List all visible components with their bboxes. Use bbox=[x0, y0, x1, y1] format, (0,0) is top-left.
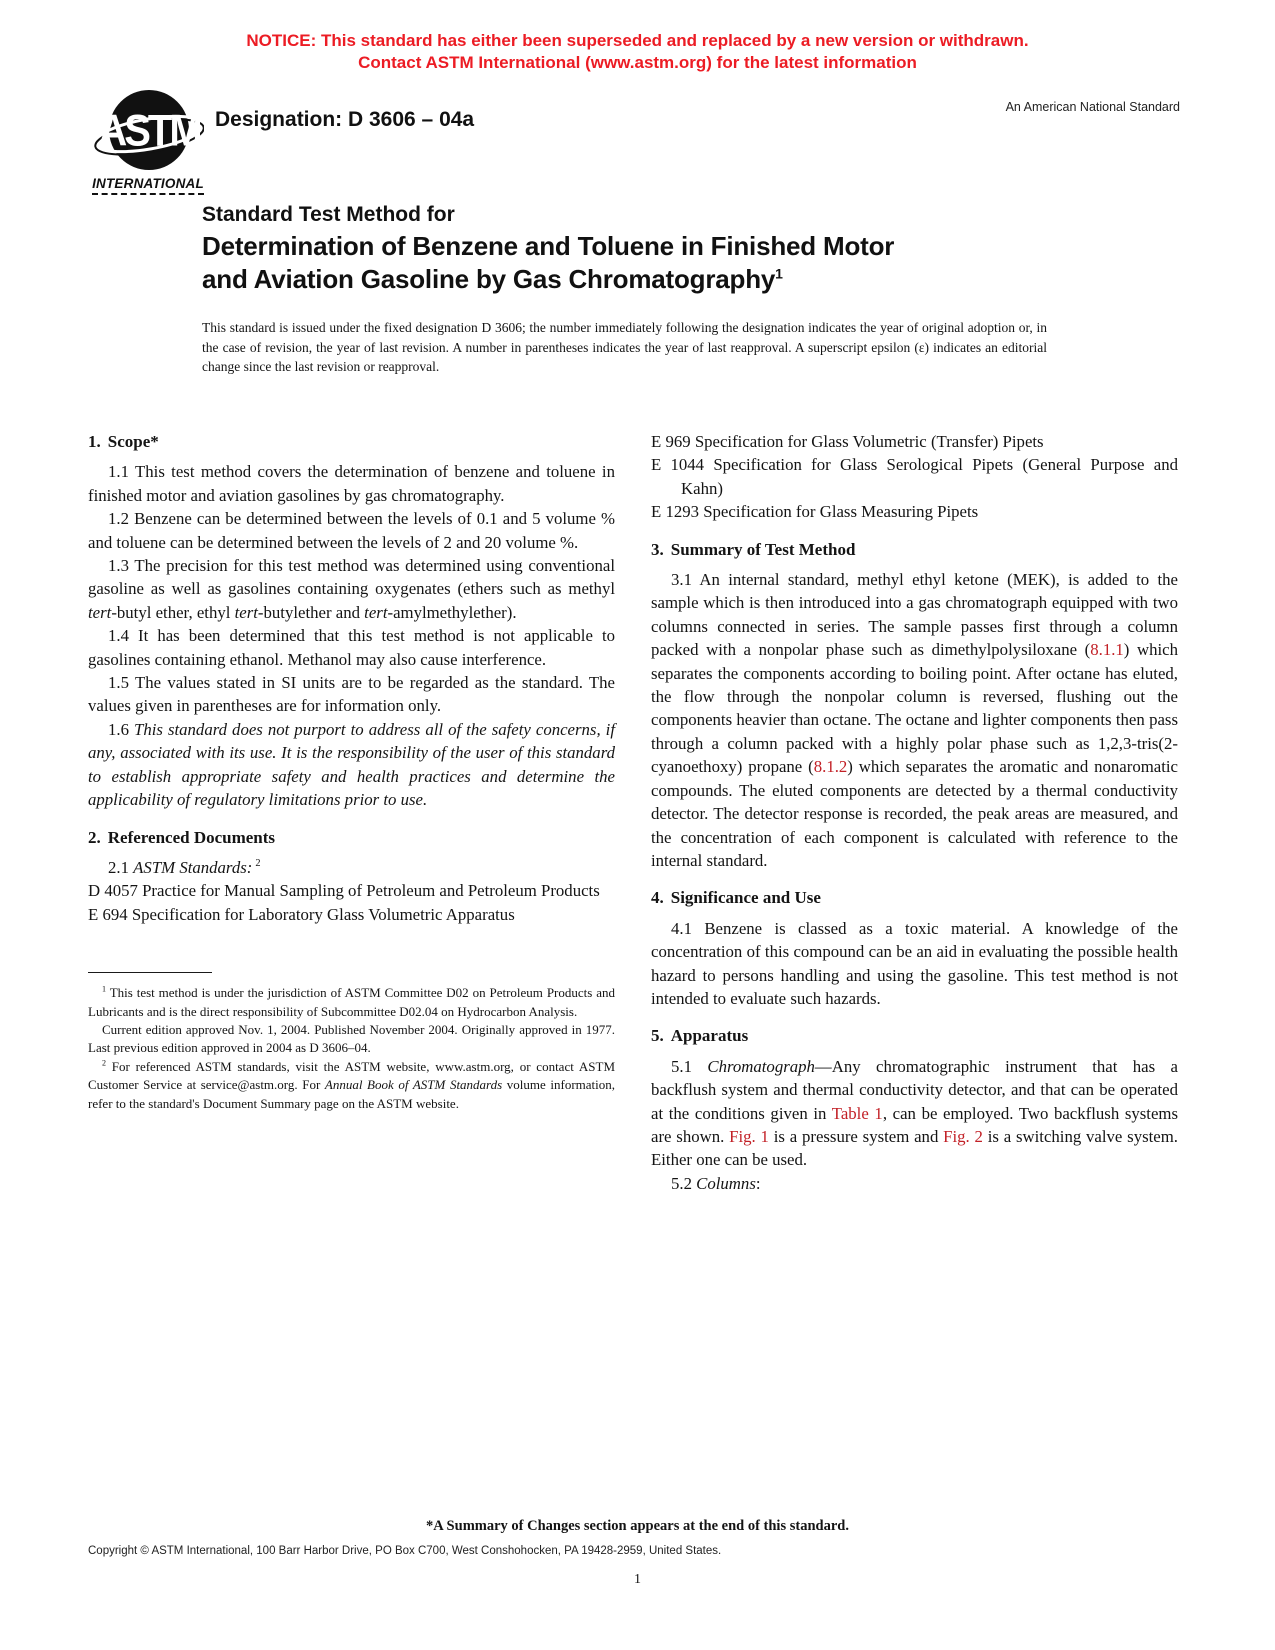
heading-label: Scope* bbox=[107, 432, 159, 451]
reference-item-e1293: E 1293 Specification for Glass Measuring Pipets bbox=[651, 502, 979, 522]
title-line3 bbox=[202, 263, 1062, 296]
notice-line1: NOTICE: This standard has either been superseded and replaced by a new version or withdrawn. bbox=[246, 31, 1029, 50]
right-column bbox=[651, 430, 1178, 1195]
paragraph-5-1: 5.1 Chromatograph—Any chromatographic instrument that has a backflush system and thermal conductivity detector, and that can be operated at the conditions given in Table 1, can be employed. Two backflush systems are shown. Fig. 1 is a pressure system and Fig. 2 is a switching valve system. Either one can be used. bbox=[651, 1056, 1178, 1170]
copyright-line: Copyright © ASTM International, 100 Barr Harbor Drive, PO Box C700, West Conshohocken, PA 19428-2959, United States. bbox=[88, 1545, 722, 1557]
paragraph-2-1: 2.1 ASTM Standards: $^2$ bbox=[108, 857, 261, 877]
title-line3-text: and Aviation Gasoline by Gas Chromatography bbox=[202, 264, 776, 294]
footnote-separator bbox=[88, 972, 212, 973]
national-standard-note: An American National Standard bbox=[1005, 100, 1180, 114]
paragraph-1-5: 1.5 The values stated in SI units are to be regarded as the standard. The values given in parentheses are for information only. bbox=[88, 673, 615, 716]
astm-globe-icon bbox=[92, 86, 204, 178]
paragraph-3-1: 3.1 An internal standard, methyl ethyl ketone (MEK), is added to the sample which is then introduced into a gas chromatograph equipped with two columns connected in series. The sample passes first through a column packed with a nonpolar phase such as dimethylpolysiloxane (8.1.1) which separates the components according to boiling point. After octane has eluted, the flow through the nonpolar column is reversed, flushing out the components heavier than octane. The octane and lighter components then pass through a column packed with a highly polar phase such as 1,2,3-tris(2-cyanoethoxy) propane (8.1.2) which separates the aromatic and nonaromatic compounds. The eluted components are detected by a thermal conductivity detector. The detector response is recorded, the peak areas are measured, and the concentration of each component is calculated with reference to the internal standard. bbox=[651, 570, 1178, 870]
heading-label: Apparatus bbox=[670, 1026, 749, 1046]
heading-number: 3. bbox=[651, 539, 664, 559]
paragraph-1-4: 1.4 It has been determined that this test method is not applicable to gasolines containing ethanol. Methanol may also cause interference. bbox=[88, 626, 615, 669]
heading-scope bbox=[88, 430, 615, 453]
footnote-1: $^1$ This test method is under the jurisdiction of ASTM Committee D02 on Petroleum Products and Lubricants and is the direct responsibility of Subcommittee D02.04 on Hydrocarbon Analysis. bbox=[88, 984, 615, 1019]
footnote-2: $^2$ For referenced ASTM standards, visit the ASTM website, www.astm.org, or contact ASTM Customer Service at service@astm.org. For Annual Book of ASTM Standards volume information, refer to the standard's Document Summary page on the ASTM website. bbox=[88, 1058, 616, 1111]
heading-label: Summary of Test Method bbox=[670, 539, 856, 559]
paragraph-1-1: 1.1 This test method covers the determination of benzene and toluene in finished motor and aviation gasolines by gas chromatography. bbox=[88, 462, 615, 505]
notice-line2: Contact ASTM International (www.astm.org) for the latest information bbox=[358, 53, 917, 72]
footnote-ref-2: 2 bbox=[255, 858, 261, 870]
link-table-1[interactable]: Table 1 bbox=[831, 1103, 883, 1123]
paragraph-4-1: 4.1 Benzene is classed as a toxic material. A knowledge of the concentration of this compound can be an aid in evaluating the possible health hazard to persons handling and using the gasoline. This test method is not intended to evaluate such hazards. bbox=[651, 918, 1178, 1008]
heading-number: 4. bbox=[651, 888, 664, 908]
reference-item-d4057: D 4057 Practice for Manual Sampling of Petroleum and Petroleum Products bbox=[88, 881, 600, 901]
heading-label: Referenced Documents bbox=[107, 827, 276, 847]
link-8-1-1[interactable]: 8.1.1 bbox=[1090, 640, 1124, 660]
heading-number: 5. bbox=[651, 1026, 664, 1046]
body-columns bbox=[88, 430, 1178, 1195]
footnote-1-edition: Current edition approved Nov. 1, 2004. Published November 2004. Originally approved in 1977. Last previous edition approved in 2004 as D 3606–04. bbox=[88, 1021, 615, 1056]
left-column bbox=[88, 430, 615, 1195]
summary-of-changes-note: *A Summary of Changes section appears at the end of this standard. bbox=[426, 1518, 849, 1534]
designation: Designation: D 3606 – 04a bbox=[215, 108, 475, 131]
paragraph-5-2: 5.2 Columns: bbox=[671, 1173, 761, 1193]
reference-item-e694: E 694 Specification for Laboratory Glass Volumetric Apparatus bbox=[88, 904, 515, 924]
issued-note: This standard is issued under the fixed designation D 3606; the number immediately following the designation indicates the year of original adoption or, in the case of revision, the year of last revision. A number in parentheses indicates the year of last reapproval. A superscript epsilon (ε) indicates an editorial change since the last revision or reapproval. bbox=[202, 320, 1047, 374]
title-kicker: Standard Test Method for bbox=[202, 203, 455, 226]
reference-item-e1044: E 1044 Specification for Glass Serological Pipets (General Purpose and Kahn) bbox=[651, 455, 1178, 498]
heading-referenced-documents bbox=[88, 826, 615, 849]
paragraph-1-2: 1.2 Benzene can be determined between the levels of 0.1 and 5 volume % and toluene can be determined between the levels of 2 and 20 volume %. bbox=[88, 509, 615, 552]
title-line2: Determination of Benzene and Toluene in Finished Motor bbox=[202, 231, 895, 261]
reference-item-e969: E 969 Specification for Glass Volumetric (Transfer) Pipets bbox=[651, 432, 1044, 451]
heading-apparatus bbox=[651, 1024, 1178, 1047]
footnotes bbox=[88, 972, 615, 1113]
heading-number: 2. bbox=[88, 827, 101, 847]
notice-banner bbox=[0, 30, 1275, 74]
page-number: 1 bbox=[634, 1572, 641, 1587]
paragraph-1-6: 1.6 This standard does not purport to address all of the safety concerns, if any, associated with its use. It is the responsibility of the user of this standard to establish appropriate safety and health practices and determine the applicability of regulatory limitations prior to use. bbox=[88, 719, 615, 810]
svg-text:ASTM: ASTM bbox=[98, 105, 200, 156]
astm-logo bbox=[92, 86, 204, 195]
title-block bbox=[202, 200, 1062, 296]
heading-label: Significance and Use bbox=[670, 888, 821, 908]
heading-summary bbox=[651, 538, 1178, 561]
paragraph-1-3: 1.3 The precision for this test method was determined using conventional gasoline as well as gasolines containing oxygenates (ethers such as methyl tert-butyl ether, ethyl tert-butylether and tert-amylmethylether). bbox=[88, 556, 615, 622]
link-fig-2[interactable]: Fig. 2 bbox=[943, 1126, 983, 1146]
link-fig-1[interactable]: Fig. 1 bbox=[729, 1126, 769, 1146]
heading-significance bbox=[651, 886, 1178, 909]
link-8-1-2[interactable]: 8.1.2 bbox=[813, 757, 848, 777]
title-footnote-ref: 1 bbox=[775, 265, 783, 282]
logo-international-label: INTERNATIONAL bbox=[92, 176, 204, 195]
heading-number: 1. bbox=[88, 432, 101, 451]
